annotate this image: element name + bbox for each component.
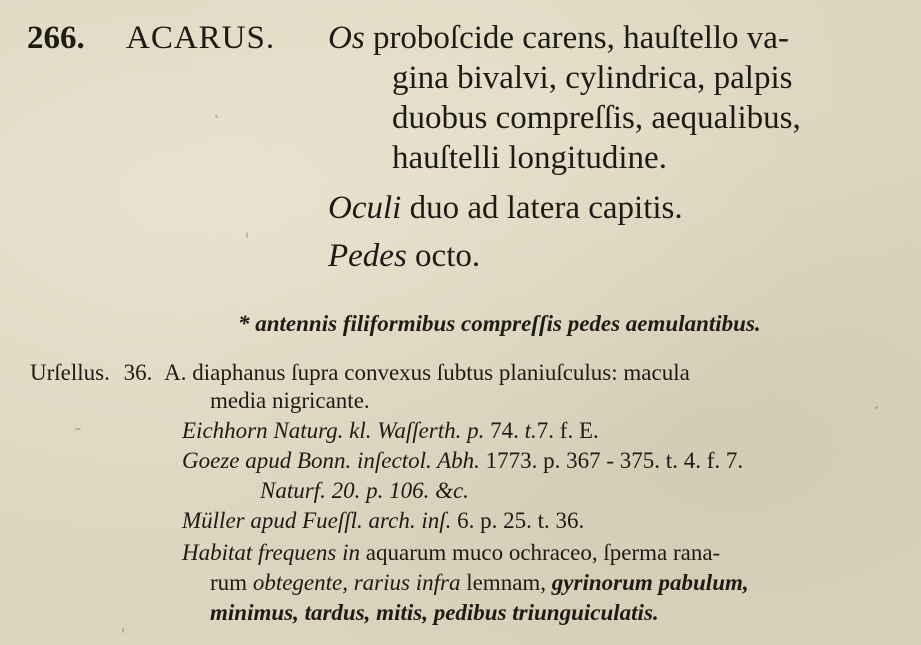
ref1-italic: Eichhorn Naturg. kl. Waſſerth. p. (182, 418, 485, 443)
description-line-1 (328, 22, 789, 55)
reference-4 (182, 508, 584, 534)
paper-speck (875, 406, 878, 409)
species-line-1 (30, 360, 690, 386)
oculi-text: duo ad latera capitis. (409, 190, 683, 226)
species-name: Urſellus. (30, 360, 110, 385)
pedes-label: Pedes (328, 238, 407, 274)
hab2-plain2: lemnam, (466, 570, 547, 595)
paper-speck (75, 428, 81, 430)
ref4-italic: Müller apud Fueſſl. arch. inſ. (182, 508, 452, 533)
paper-speck (122, 628, 124, 633)
paper-speck (246, 232, 248, 238)
genus-number: 266. (27, 20, 85, 56)
description-line-6 (328, 240, 480, 273)
hab2-plain1: rum (210, 570, 248, 595)
section-note: * antennis filiformibus compreſſis pedes aemulantibus. (238, 311, 761, 336)
habitat-line-1 (182, 540, 720, 566)
species-diagnosis-2: media nigricante. (210, 388, 370, 413)
description-line-3: duobus compreſſis, aequalibus, (392, 100, 801, 136)
description-line-5 (328, 192, 683, 225)
ref1-end: 7. f. E. (536, 418, 599, 443)
ref2-italic: Goeze apud Bonn. inſectol. Abh. (182, 448, 480, 473)
habitat-line-2 (210, 570, 749, 596)
hab2-italic1: obtegente, rarius infra (252, 570, 461, 595)
oculi-label: Oculi (328, 190, 402, 226)
hab2-italic2: gyrinorum pabulum, (551, 570, 749, 595)
description-line-2: gina bivalvi, cylindrica, palpis (392, 60, 793, 96)
ref4-plain: 6. p. 25. t. 36. (457, 508, 585, 533)
reference-3: Naturf. 20. p. 106. &c. (260, 478, 469, 503)
os-label: Os (328, 20, 365, 56)
habitat-line-3: minimus, tardus, mitis, pedibus triunguiculatis. (210, 600, 659, 625)
pedes-text: octo. (415, 238, 481, 274)
genus-name: ACARUS. (126, 20, 276, 56)
species-diagnosis-1: A. diaphanus ſupra convexus ſubtus planiuſculus: macula (164, 360, 690, 385)
ref1-t: t. (524, 418, 537, 443)
hab1-plain: aquarum muco ochraceo, ſperma rana- (365, 540, 721, 565)
reference-1 (182, 418, 599, 444)
hab1-italic: Habitat frequens in (182, 540, 361, 565)
species-number: 36. (123, 360, 153, 385)
paper-speck (215, 115, 218, 118)
ref2-plain: 1773. p. 367 - 375. t. 4. f. 7. (485, 448, 744, 473)
ref1-plain: 74. (490, 418, 519, 443)
description-line-4: hauſtelli longitudine. (392, 140, 667, 176)
reference-2 (182, 448, 743, 474)
os-text: proboſcide carens, hauſtello va- (372, 20, 789, 56)
